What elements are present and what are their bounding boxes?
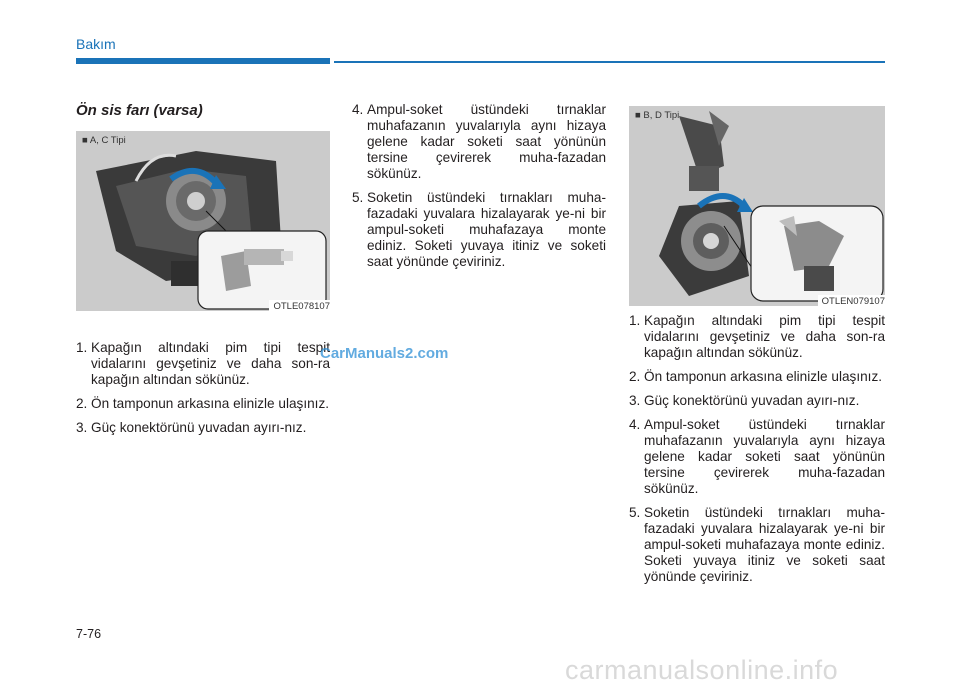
header-rule-thick [76, 58, 330, 64]
step-text: Kapağın altındaki pim tipi tespit vidalarını gevşetiniz ve daha son-ra kapağın altından sökünüz. [644, 313, 885, 360]
figure-right [629, 106, 885, 306]
step-text: Ampul-soket üstündeki tırnaklar muhafazanın yuvalarıyla aynı hizaya gelene kadar soketi saat yönünün tersine çevirerek muha-fazadan sökünüz. [367, 102, 606, 181]
fog-lamp-illustration-right [629, 106, 885, 306]
figure-left-code: OTLE078107 [269, 300, 330, 311]
fog-lamp-illustration-left [76, 131, 330, 311]
list-item [629, 313, 885, 361]
figure-left [76, 131, 330, 311]
step-number: 3. [76, 420, 88, 435]
figure-right-code: OTLEN079107 [818, 295, 885, 306]
list-item [629, 369, 885, 385]
list-item [352, 190, 606, 270]
step-number: 2. [629, 369, 641, 384]
step-number: 4. [629, 417, 641, 432]
list-item [352, 102, 606, 182]
step-number: 1. [629, 313, 641, 328]
steps-middle [352, 102, 606, 278]
step-text: Ön tamponun arkasına elinizle ulaşınız. [91, 396, 330, 411]
step-text: Kapağın altındaki pim tipi tespit vidalarını gevşetiniz ve daha son-ra kapağın altından sökünüz. [91, 340, 330, 387]
step-text: Güç konektörünü yuvadan ayırı-nız. [644, 393, 860, 408]
watermark: CarManuals2.com [320, 345, 449, 362]
header-title: Bakım [76, 36, 116, 52]
step-number: 3. [629, 393, 641, 408]
list-item [76, 420, 330, 436]
figure-right-tag: ■ B, D Tipi [635, 110, 680, 121]
step-number: 2. [76, 396, 88, 411]
step-number: 5. [629, 505, 641, 520]
section-title: Ön sis farı (varsa) [76, 102, 203, 119]
page-number: 7-76 [76, 627, 102, 641]
step-number: 5. [352, 190, 364, 205]
list-item [76, 340, 330, 388]
header-rule-thin [334, 61, 885, 63]
step-text: Ampul-soket üstündeki tırnaklar muhafazanın yuvalarıyla aynı hizaya gelene kadar soketi saat yönünün tersine çevirerek muha-fazadan sökünüz. [644, 417, 885, 496]
steps-right [629, 313, 885, 593]
step-text: Soketin üstündeki tırnakları muha-fazadaki yuvalara hizalayarak ye-ni bir ampul-soketi muhafazaya monte ediniz. Soketi yuvaya itiniz ve soketi saat yönünde çeviriniz. [367, 190, 606, 269]
figure-left-tag: ■ A, C Tipi [82, 135, 126, 146]
footer-watermark: carmanualsonline.info [565, 655, 839, 685]
list-item [76, 396, 330, 412]
step-text: Güç konektörünü yuvadan ayırı-nız. [91, 420, 307, 435]
list-item [629, 417, 885, 497]
step-number: 1. [76, 340, 88, 355]
step-text: Ön tamponun arkasına elinizle ulaşınız. [644, 369, 883, 384]
step-number: 4. [352, 102, 364, 117]
steps-left [76, 340, 330, 444]
list-item [629, 393, 885, 409]
step-text: Soketin üstündeki tırnakları muha-fazadaki yuvalara hizalayarak ye-ni bir ampul-soketi muhafazaya monte ediniz. Soketi yuvaya itiniz ve soketi saat yönünde çeviriniz. [644, 505, 885, 584]
list-item [629, 505, 885, 585]
